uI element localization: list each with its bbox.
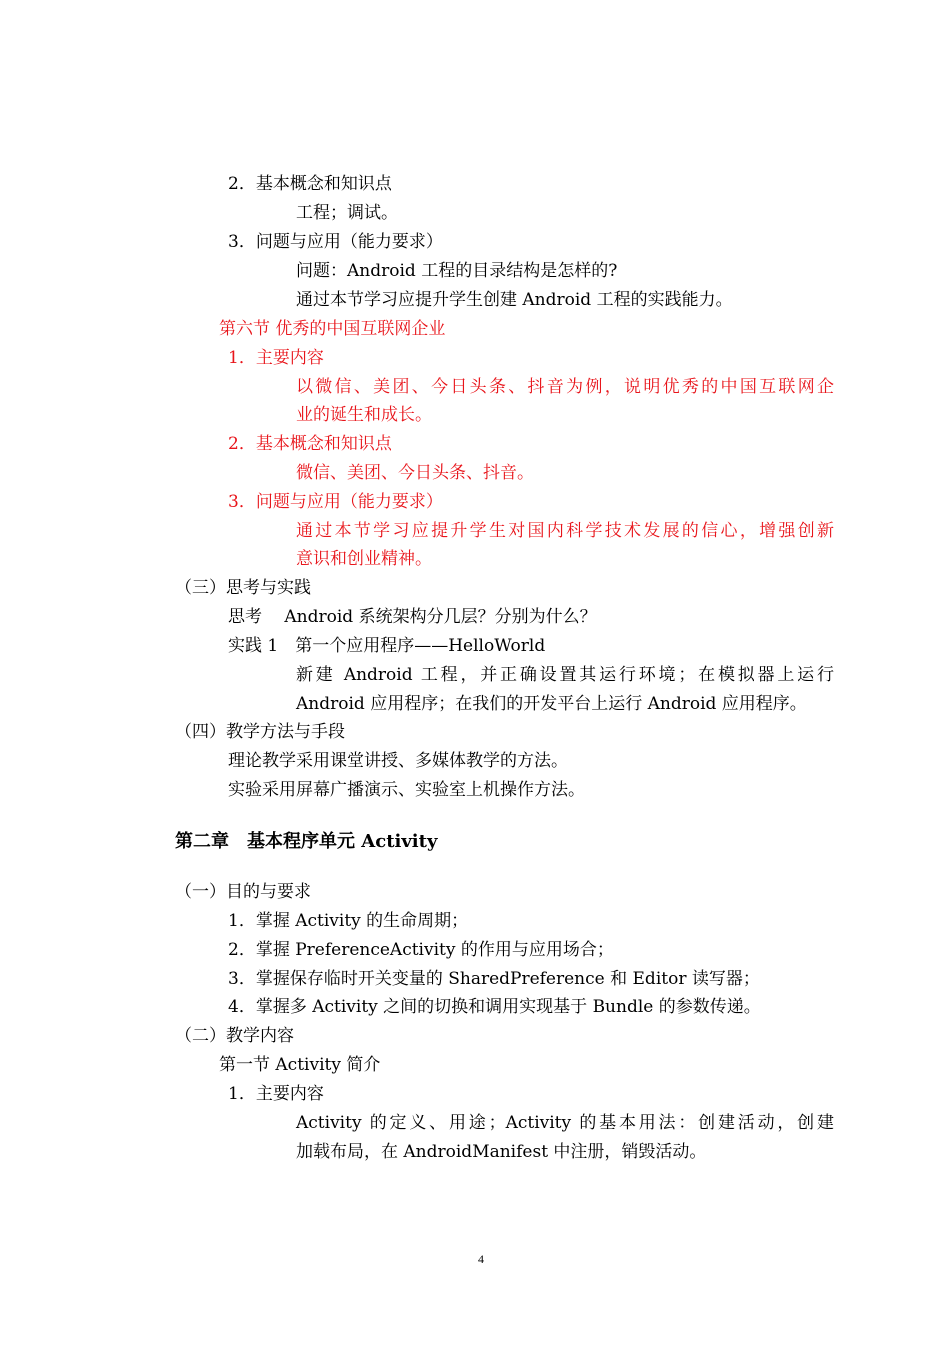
ability-text: 通过本节学习应提升学生创建 Android 工程的实践能力。 <box>296 290 733 310</box>
item-main-content-heading: 1．主要内容 <box>228 348 324 368</box>
practice-title: 实践 1 第一个应用程序——HelloWorld <box>228 636 546 656</box>
section-six-title: 第六节 优秀的中国互联网企业 <box>219 319 446 339</box>
main-content-text-line2: 业的诞生和成长。 <box>296 405 432 425</box>
section-think-practice-heading: （三）思考与实践 <box>175 578 311 598</box>
ability-text-red-line2: 意识和创业精神。 <box>296 549 432 569</box>
activity-content-line1: Activity 的定义、用途；Activity 的基本用法：创建活动，创建 <box>296 1113 834 1133</box>
item-questions-heading: 3．问题与应用（能力要求） <box>228 232 443 252</box>
section-goals-heading: （一）目的与要求 <box>175 882 311 902</box>
section-content-heading: （二）教学内容 <box>175 1026 294 1046</box>
concepts-text-red: 微信、美团、今日头条、抖音。 <box>296 463 534 483</box>
main-content-text-line1: 以微信、美团、今日头条、抖音为例，说明优秀的中国互联网企 <box>296 377 834 397</box>
goal-item-2: 2．掌握 PreferenceActivity 的作用与应用场合； <box>228 940 614 960</box>
page-number: 4 <box>478 1252 484 1266</box>
goal-item-4: 4．掌握多 Activity 之间的切换和调用实现基于 Bundle 的参数传递。 <box>228 997 761 1017</box>
practice-text-line1: 新建 Android 工程，并正确设置其运行环境；在模拟器上运行 <box>296 665 834 685</box>
section-methods-heading: （四）教学方法与手段 <box>175 722 345 742</box>
ability-text-red-line1: 通过本节学习应提升学生对国内科学技术发展的信心，增强创新 <box>296 521 834 541</box>
goal-item-1: 1．掌握 Activity 的生命周期； <box>228 911 469 931</box>
question-text: 问题：Android 工程的目录结构是怎样的? <box>296 261 618 281</box>
activity-content-line2: 加载布局，在 AndroidManifest 中注册，销毁活动。 <box>296 1142 707 1162</box>
item-questions-heading-red: 3．问题与应用（能力要求） <box>228 492 443 512</box>
chapter-two-title: 第二章 基本程序单元 Activity <box>175 831 438 852</box>
practice-text-line2: Android 应用程序；在我们的开发平台上运行 Android 应用程序。 <box>296 694 807 714</box>
item-concepts-heading: 2．基本概念和知识点 <box>228 174 392 194</box>
think-text: 思考 Android 系统架构分几层？分别为什么？ <box>228 607 597 627</box>
methods-theory-text: 理论教学采用课堂讲授、多媒体教学的方法。 <box>228 751 568 771</box>
methods-lab-text: 实验采用屏幕广播演示、实验室上机操作方法。 <box>228 780 585 800</box>
item-main-content-heading-2: 1．主要内容 <box>228 1084 324 1104</box>
item-concepts-heading-red: 2．基本概念和知识点 <box>228 434 392 454</box>
section-one-title: 第一节 Activity 简介 <box>219 1055 381 1075</box>
concepts-text: 工程；调试。 <box>296 203 398 223</box>
goal-item-3: 3．掌握保存临时开关变量的 SharedPreference 和 Editor 读写器； <box>228 969 760 989</box>
